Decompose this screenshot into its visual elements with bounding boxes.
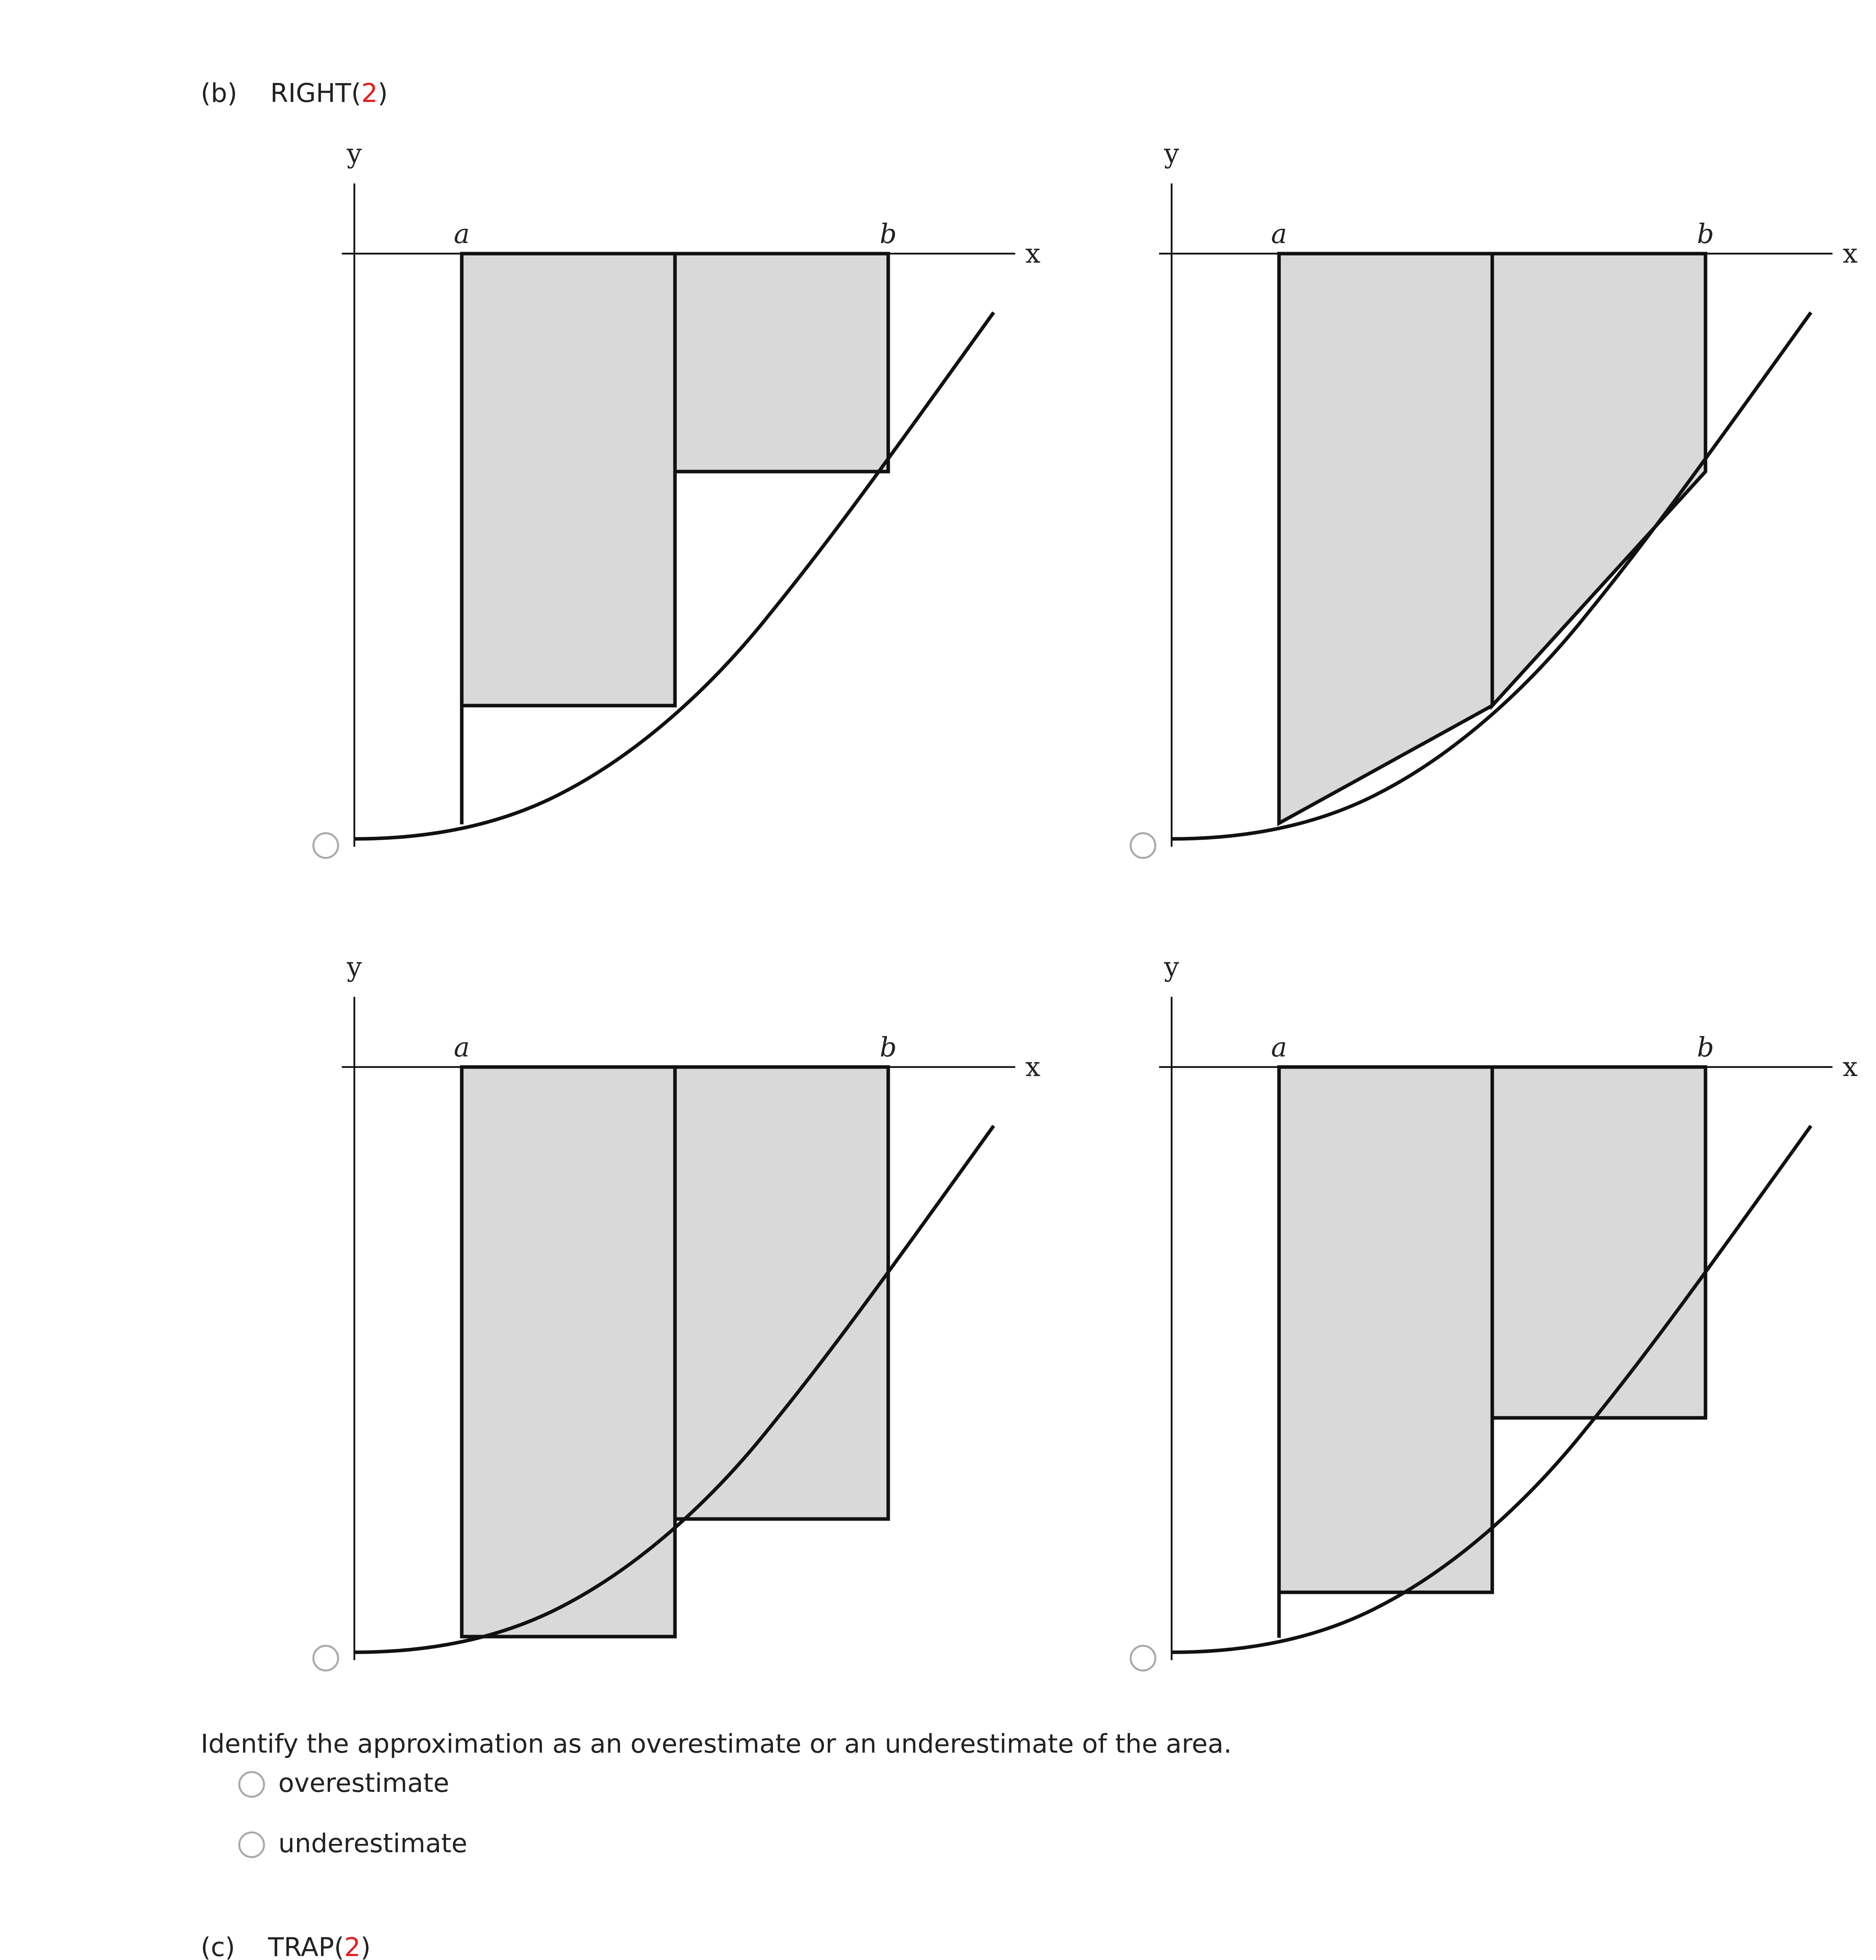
part-c-heading xyxy=(201,1932,371,1960)
graph-option-1-radio[interactable] xyxy=(312,832,339,859)
underestimate-radio[interactable] xyxy=(238,1831,265,1858)
b-label: b xyxy=(1697,1032,1714,1063)
x-axis-label: x xyxy=(1025,238,1041,269)
part-c-method xyxy=(268,1932,371,1960)
mid-rect-2 xyxy=(1492,1067,1705,1418)
estimate-question: Identify the approximation as an overestimate or an underestimate of the area. xyxy=(201,1729,1232,1759)
graph-option-4 xyxy=(1154,947,1876,1699)
trapezoid-2 xyxy=(1492,254,1705,706)
x-axis-label: x xyxy=(1025,1052,1041,1083)
part-c-method-suffix: ) xyxy=(361,1932,371,1960)
graph-option-4-radio[interactable] xyxy=(1130,1645,1156,1671)
overestimate-label[interactable]: overestimate xyxy=(278,1768,450,1798)
part-b-heading xyxy=(201,80,388,106)
right-rect-1 xyxy=(462,254,675,706)
left-rect-1 xyxy=(462,1067,675,1637)
right-rect-2 xyxy=(675,254,888,472)
b-label: b xyxy=(1697,219,1714,250)
part-c-method-n: 2 xyxy=(344,1932,361,1960)
graph-option-3 xyxy=(337,947,1058,1699)
x-axis-label: x xyxy=(1842,1052,1858,1083)
graph-option-2-radio[interactable] xyxy=(1130,832,1156,859)
graph-option-3-radio[interactable] xyxy=(312,1645,339,1671)
a-label: a xyxy=(1271,1032,1287,1063)
part-c-method-prefix: TRAP( xyxy=(268,1932,344,1960)
part-b-label: (b) xyxy=(201,78,238,108)
y-axis-label: y xyxy=(347,952,362,983)
a-label: a xyxy=(454,219,470,250)
y-axis-label: y xyxy=(1164,138,1179,169)
x-axis-label: x xyxy=(1842,238,1858,269)
mid-rect-1 xyxy=(1279,1067,1492,1592)
y-axis-label: y xyxy=(347,138,362,169)
overestimate-radio[interactable] xyxy=(238,1771,265,1798)
a-label: a xyxy=(454,1032,470,1063)
trapezoid-1 xyxy=(1279,254,1492,823)
y-axis-label: y xyxy=(1164,952,1179,983)
a-label: a xyxy=(1271,219,1287,250)
b-label: b xyxy=(880,1032,897,1063)
underestimate-label[interactable]: underestimate xyxy=(278,1828,468,1858)
part-b-method-suffix: ) xyxy=(377,78,388,108)
part-b-method xyxy=(270,80,388,106)
b-label: b xyxy=(880,219,897,250)
part-b-method-n: 2 xyxy=(361,78,378,108)
graph-option-1 xyxy=(337,133,1058,886)
graph-option-2 xyxy=(1154,133,1876,886)
left-rect-2 xyxy=(675,1067,888,1519)
part-b-method-prefix: RIGHT( xyxy=(270,78,361,108)
part-c-label: (c) xyxy=(201,1932,235,1960)
